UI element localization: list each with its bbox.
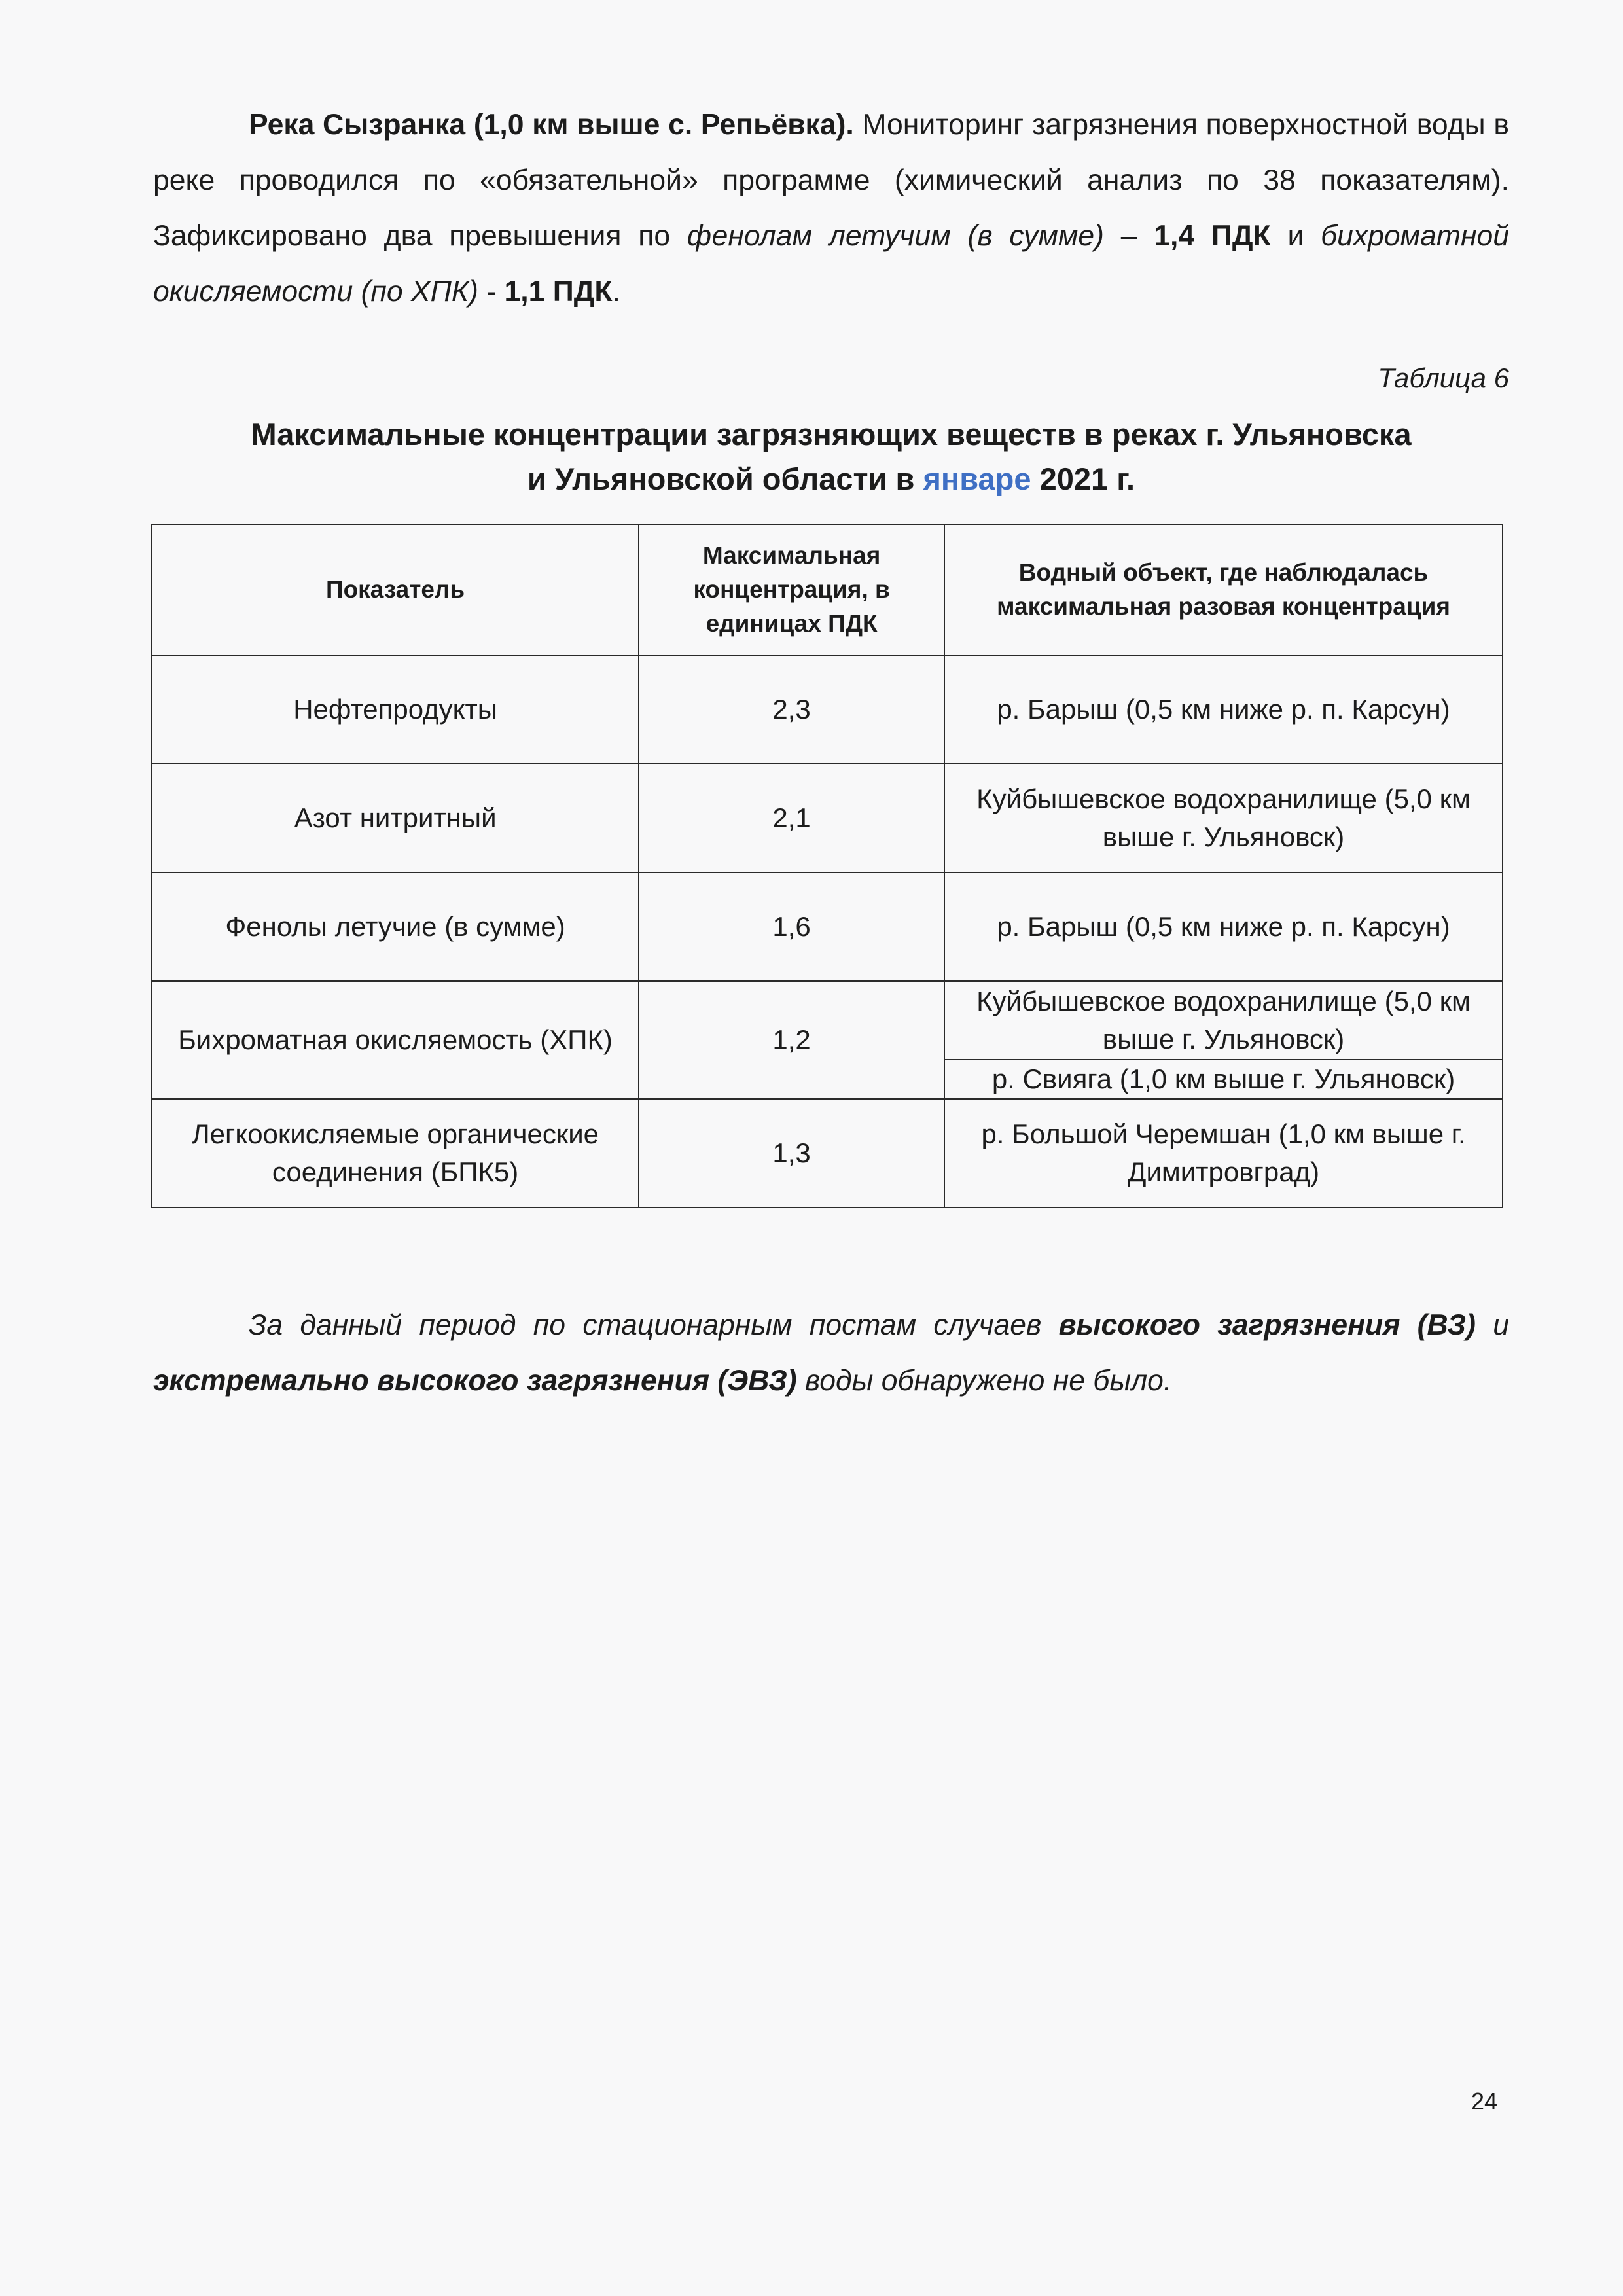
table-row [152, 981, 1503, 1060]
table-title-line1: Максимальные концентрации загрязняющих веществ в реках г. Ульяновска [251, 417, 1412, 452]
phenols-term: фенолам летучим (в сумме) [687, 220, 1104, 252]
value-cell: 1,6 [639, 872, 944, 981]
paragraph-text: За данный период по стационарным постам случаев [249, 1309, 1059, 1341]
indicator-cell: Бихроматная окисляемость (ХПК) [152, 981, 639, 1099]
value-cell: 1,2 [639, 981, 944, 1099]
extreme-pollution-term: экстремально высокого загрязнения (ЭВЗ) [153, 1365, 797, 1397]
paragraph-river-syzranka [153, 97, 1509, 319]
water-body-cell: р. Большой Черемшан (1,0 км выше г. Димитровград) [944, 1099, 1503, 1208]
table-row [152, 764, 1503, 872]
paragraph-text: и [1270, 220, 1321, 252]
phenols-value: 1,4 ПДК [1154, 220, 1271, 252]
river-heading: Река Сызранка (1,0 км выше с. Репьёвка). [249, 109, 854, 141]
table-header-row [152, 524, 1503, 655]
table-title [153, 412, 1509, 501]
table-row [152, 1099, 1503, 1208]
indicator-cell: Нефтепродукты [152, 655, 639, 764]
header-indicator: Показатель [152, 524, 639, 655]
cod-value: 1,1 ПДК [504, 276, 613, 308]
table-row [152, 655, 1503, 764]
table-title-month: январе [923, 461, 1031, 496]
table-title-year: 2021 г. [1031, 461, 1135, 496]
header-water-body: Водный объект, где наблюдалась максимальная разовая концентрация [944, 524, 1503, 655]
paragraph-text: . [612, 276, 620, 308]
value-cell: 2,1 [639, 764, 944, 872]
paragraph-text: воды обнаружено не было. [796, 1365, 1172, 1397]
table-title-line2: и Ульяновской области в [527, 461, 923, 496]
paragraph-text: и [1475, 1309, 1509, 1341]
water-body-cell: р. Барыш (0,5 км ниже р. п. Карсун) [944, 655, 1503, 764]
water-body-cell: Куйбышевское водохранилище (5,0 км выше г. Ульяновск) [944, 764, 1503, 872]
high-pollution-term: высокого загрязнения (ВЗ) [1058, 1309, 1476, 1341]
paragraph-pollution-summary [153, 1297, 1509, 1408]
pollutant-table [151, 524, 1503, 1208]
indicator-cell: Легкоокисляемые органические соединения (БПК5) [152, 1099, 639, 1208]
paragraph-text: – [1103, 220, 1154, 252]
water-body-cell: р. Барыш (0,5 км ниже р. п. Карсун) [944, 872, 1503, 981]
table-row [152, 872, 1503, 981]
indicator-cell: Фенолы летучие (в сумме) [152, 872, 639, 981]
page-number: 24 [1471, 2088, 1497, 2115]
cod-term: бихроматной окисляемости (по ХПК) [153, 220, 1509, 308]
header-max-concentration: Максимальная концентрация, в единицах ПДК [639, 524, 944, 655]
water-body-cell: р. Свияга (1,0 км выше г. Ульяновск) [944, 1060, 1503, 1099]
indicator-cell: Азот нитритный [152, 764, 639, 872]
water-body-cell: Куйбышевское водохранилище (5,0 км выше г. Ульяновск) [944, 981, 1503, 1060]
value-cell: 1,3 [639, 1099, 944, 1208]
table-number-label: Таблица 6 [1378, 363, 1509, 393]
value-cell: 2,3 [639, 655, 944, 764]
paragraph-text: Мониторинг загрязнения поверхностной воды в реке проводился по «обязательной» программе (химический анализ по 38 показателям). Зафиксировано два превышения по [153, 109, 1509, 252]
paragraph-text: - [478, 276, 505, 308]
